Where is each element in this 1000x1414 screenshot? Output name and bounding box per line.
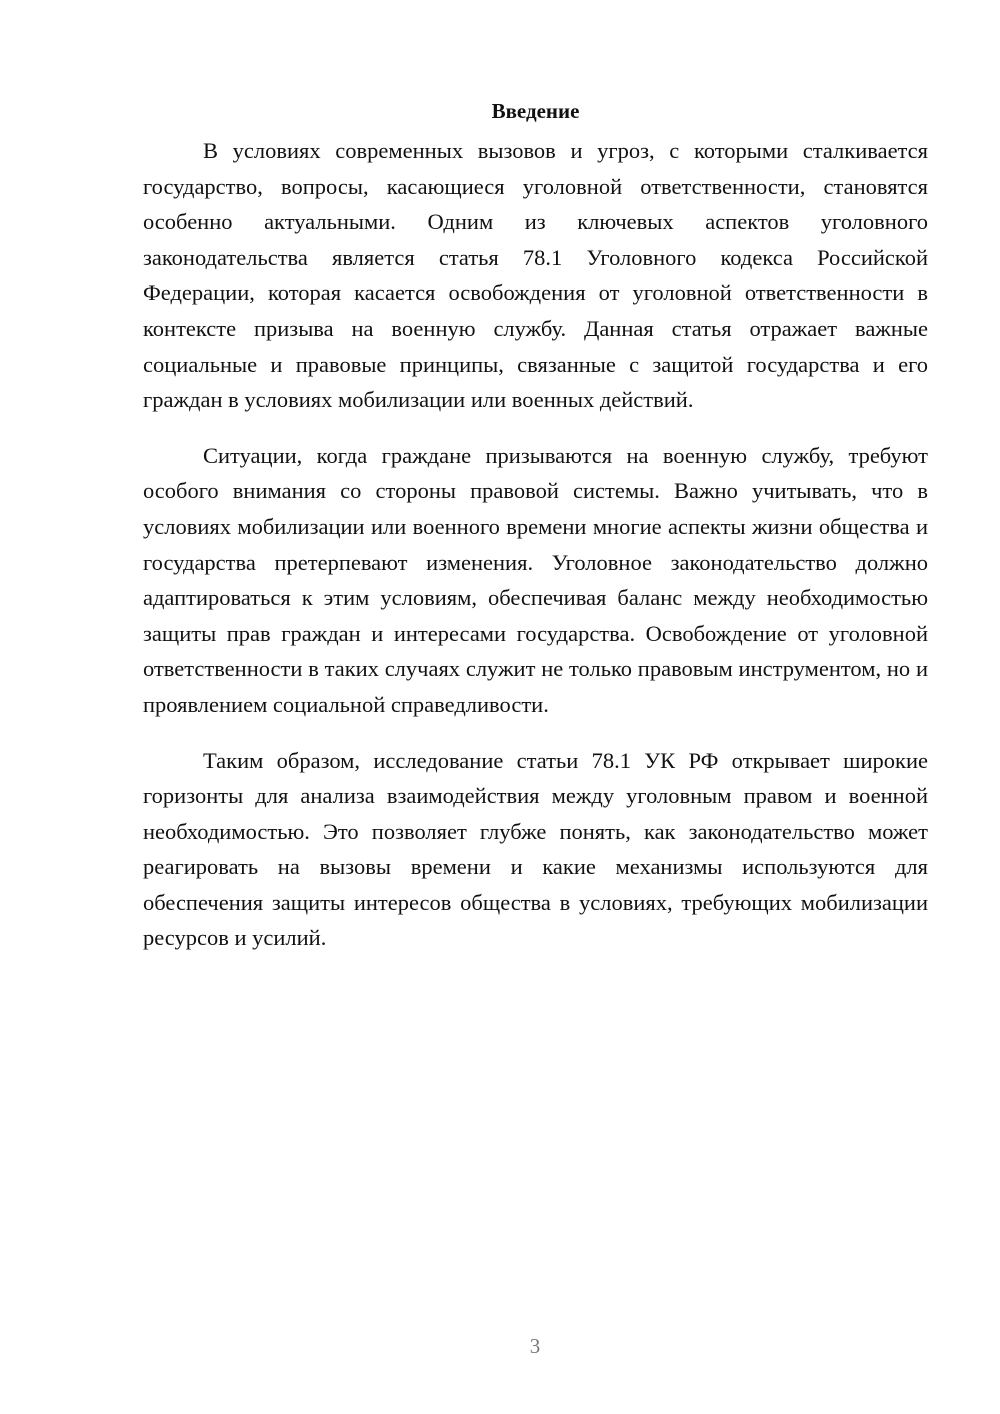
section-heading: Введение bbox=[491, 99, 580, 123]
paragraph-2: Ситуации, когда граждане призываются на военную службу, требуют особого внимания со стороны правовой системы. Важно учитывать, что в условиях мобилизации или военного времени многие аспекты жизни общества и государства претерпевают изменения. Уголовное законодательство должно адаптироваться к этим условиям, обеспечивая баланс между необходимостью защиты прав граждан и интересами государства. Освобождение от уголовной ответственности в таких случаях служит не только правовым инструментом, но и проявлением социальной справедливости. bbox=[143, 442, 928, 717]
paragraph-3: Таким образом, исследование статьи 78.1 УК РФ открывает широкие горизонты для анализа взаимодействия между уголовным правом и военной необходимостью. Это позволяет глубже понять, как законодательство может реагировать на вызовы времени и какие механизмы используются для обеспечения защиты интересов общества в условиях, требующих мобилизации ресурсов и усилий. bbox=[143, 747, 928, 951]
paragraph-1: В условиях современных вызовов и угроз, с которыми сталкивается государство, вопросы, касающиеся уголовной ответственности, становятся особенно актуальными. Одним из ключевых аспектов уголовного законодательства является статья 78.1 Уголовного кодекса Российской Федерации, которая касается освобождения от уголовной ответственности в контексте призыва на военную службу. Данная статья отражает важные социальные и правовые принципы, связанные с защитой государства и его граждан в условиях мобилизации или военных действий. bbox=[143, 138, 928, 413]
page-number: 3 bbox=[529, 1334, 541, 1358]
page-content bbox=[143, 96, 928, 976]
